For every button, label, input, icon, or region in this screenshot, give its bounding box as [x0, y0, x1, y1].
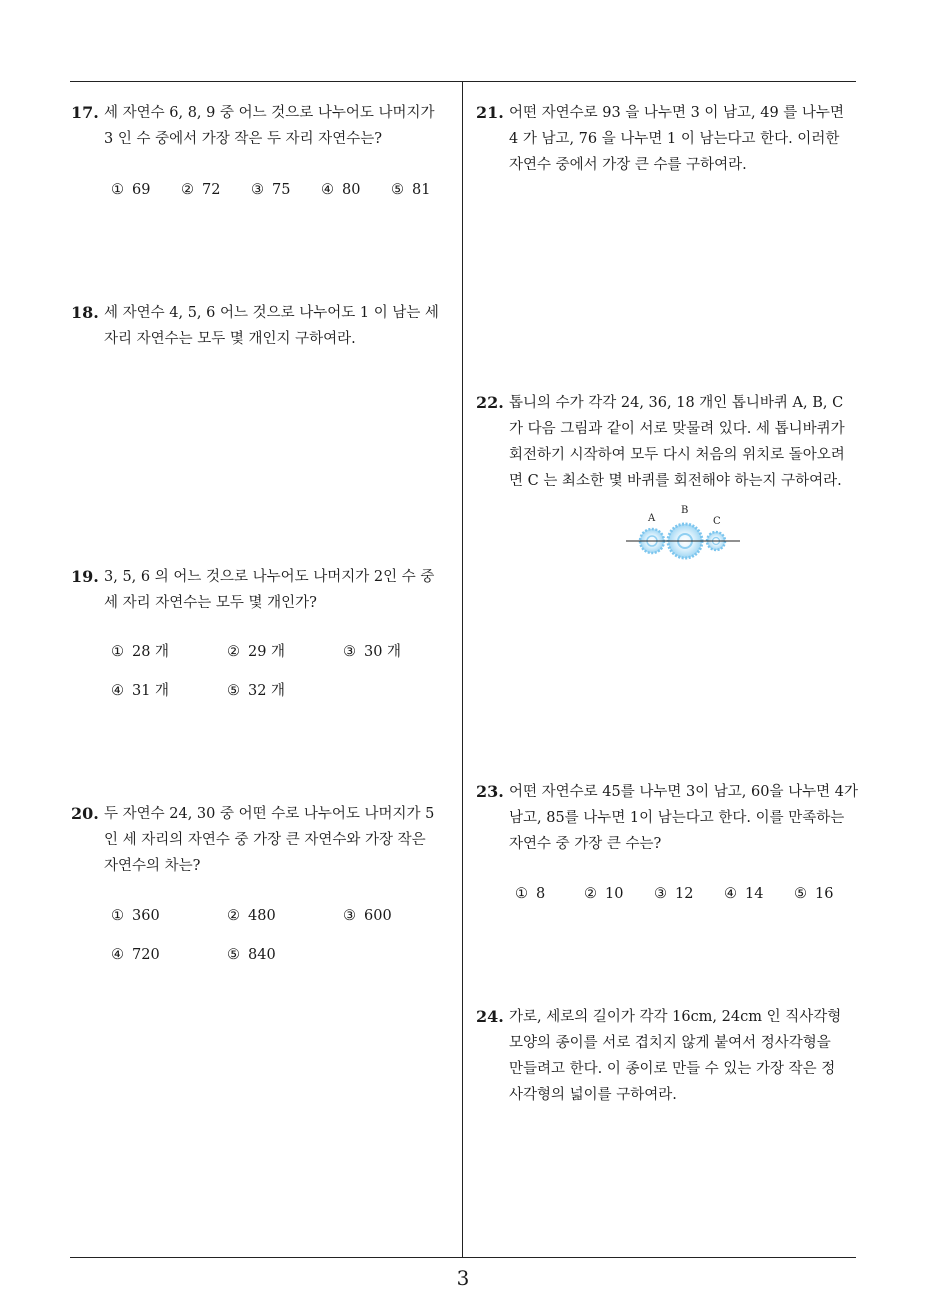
- choice-text: 10: [605, 886, 624, 902]
- choice-4[interactable]: [111, 945, 160, 965]
- choice-mark: ⑤: [794, 886, 807, 902]
- choice-mark: ①: [515, 886, 528, 902]
- choice-2[interactable]: [181, 180, 220, 200]
- choice-mark: ②: [227, 908, 240, 924]
- question-line: 자연수 중에서 가장 큰 수를 구하여라.: [509, 157, 747, 173]
- choice-text: 72: [202, 182, 221, 198]
- question-number: 23.: [476, 782, 504, 801]
- choice-text: 81: [412, 182, 431, 198]
- question-line: 자리 자연수는 모두 몇 개인지 구하여라.: [104, 331, 356, 347]
- choice-3[interactable]: [343, 642, 401, 662]
- choice-2[interactable]: [227, 906, 276, 926]
- choice-text: 840: [248, 947, 276, 963]
- choice-text: 8: [536, 886, 546, 902]
- choice-5[interactable]: [794, 884, 833, 904]
- choice-mark: ②: [584, 886, 597, 902]
- choice-mark: ③: [343, 644, 356, 660]
- choice-5[interactable]: [391, 180, 430, 200]
- question-line: 모양의 종이를 서로 겹치지 않게 붙여서 정사각형을: [509, 1035, 831, 1051]
- question-line: 세 자연수 4, 5, 6 어느 것으로 나누어도 1 이 남는 세: [104, 305, 439, 321]
- choice-5[interactable]: [227, 945, 276, 965]
- question-text: [104, 100, 456, 152]
- question-text: [509, 779, 859, 857]
- choice-4[interactable]: [724, 884, 763, 904]
- top-rule: [70, 81, 856, 82]
- question-text: [509, 390, 859, 494]
- choice-2[interactable]: [227, 642, 285, 662]
- choice-text: 75: [272, 182, 291, 198]
- question-number: 24.: [476, 1007, 504, 1026]
- question-line: 회전하기 시작하여 모두 다시 처음의 위치로 돌아오려: [509, 447, 845, 463]
- choice-text: 28 개: [132, 644, 170, 660]
- choice-3[interactable]: [343, 906, 392, 926]
- question-text: [509, 100, 859, 178]
- choice-text: 29 개: [248, 644, 286, 660]
- choice-text: 30 개: [364, 644, 402, 660]
- question-line: 3, 5, 6 의 어느 것으로 나누어도 나머지가 2인 수 중: [104, 569, 435, 585]
- question-text: [104, 564, 456, 616]
- choice-text: 14: [745, 886, 764, 902]
- choice-4[interactable]: [321, 180, 360, 200]
- choice-mark: ⑤: [227, 683, 240, 699]
- choice-text: 720: [132, 947, 160, 963]
- gear-label-a: A: [648, 513, 656, 524]
- choice-1[interactable]: [111, 180, 150, 200]
- question-line: 두 자연수 24, 30 중 어떤 수로 나누어도 나머지가 5: [104, 806, 435, 822]
- choice-text: 360: [132, 908, 160, 924]
- choice-mark: ④: [724, 886, 737, 902]
- page-number: 3: [456, 1266, 470, 1290]
- question-line: 사각형의 넓이를 구하여라.: [509, 1087, 677, 1103]
- question-line: 세 자리 자연수는 모두 몇 개인가?: [104, 595, 317, 611]
- choice-mark: ②: [181, 182, 194, 198]
- question-number: 21.: [476, 103, 504, 122]
- choice-mark: ④: [111, 683, 124, 699]
- question-number: 19.: [71, 567, 99, 586]
- choice-mark: ③: [654, 886, 667, 902]
- question-number: 22.: [476, 393, 504, 412]
- question-line: 4 가 남고, 76 을 나누면 1 이 남는다고 한다. 이러한: [509, 131, 840, 147]
- choice-1[interactable]: [111, 642, 169, 662]
- column-divider: [462, 82, 463, 1257]
- choice-1[interactable]: [515, 884, 545, 904]
- choice-mark: ③: [343, 908, 356, 924]
- choice-mark: ①: [111, 182, 124, 198]
- question-text: [104, 300, 456, 352]
- choice-mark: ⑤: [227, 947, 240, 963]
- choice-mark: ①: [111, 644, 124, 660]
- question-number: 18.: [71, 303, 99, 322]
- choice-mark: ④: [321, 182, 334, 198]
- choice-text: 600: [364, 908, 392, 924]
- choice-3[interactable]: [654, 884, 693, 904]
- choice-text: 16: [815, 886, 834, 902]
- choice-2[interactable]: [584, 884, 623, 904]
- question-line: 톱니의 수가 각각 24, 36, 18 개인 톱니바퀴 A, B, C: [509, 395, 844, 411]
- choice-mark: ③: [251, 182, 264, 198]
- question-line: 남고, 85를 나누면 1이 남는다고 한다. 이를 만족하는: [509, 810, 845, 826]
- choice-text: 32 개: [248, 683, 286, 699]
- question-number: 17.: [71, 103, 99, 122]
- question-line: 어떤 자연수로 93 을 나누면 3 이 남고, 49 를 나누면: [509, 105, 844, 121]
- choice-mark: ⑤: [391, 182, 404, 198]
- choice-1[interactable]: [111, 906, 160, 926]
- choice-5[interactable]: [227, 681, 285, 701]
- question-line: 가로, 세로의 길이가 각각 16cm, 24cm 인 직사각형: [509, 1009, 842, 1025]
- choice-text: 80: [342, 182, 361, 198]
- question-number: 20.: [71, 804, 99, 823]
- choice-text: 480: [248, 908, 276, 924]
- choice-4[interactable]: [111, 681, 169, 701]
- choice-text: 31 개: [132, 683, 170, 699]
- bottom-rule: [70, 1257, 856, 1258]
- question-line: 자연수의 차는?: [104, 858, 201, 874]
- choice-text: 69: [132, 182, 151, 198]
- choice-mark: ①: [111, 908, 124, 924]
- choice-3[interactable]: [251, 180, 290, 200]
- question-line: 만들려고 한다. 이 종이로 만들 수 있는 가장 작은 정: [509, 1061, 836, 1077]
- question-line: 가 다음 그림과 같이 서로 맞물려 있다. 세 톱니바퀴가: [509, 421, 845, 437]
- question-line: 자연수 중 가장 큰 수는?: [509, 836, 662, 852]
- question-line: 인 세 자리의 자연수 중 가장 큰 자연수와 가장 작은: [104, 832, 426, 848]
- choice-mark: ④: [111, 947, 124, 963]
- question-line: 면 C 는 최소한 몇 바퀴를 회전해야 하는지 구하여라.: [509, 473, 842, 489]
- question-line: 3 인 수 중에서 가장 작은 두 자리 자연수는?: [104, 131, 382, 147]
- question-line: 세 자연수 6, 8, 9 중 어느 것으로 나누어도 나머지가: [104, 105, 435, 121]
- gear-label-b: B: [681, 505, 689, 516]
- choice-text: 12: [675, 886, 694, 902]
- question-text: [104, 801, 456, 879]
- question-line: 어떤 자연수로 45를 나누면 3이 남고, 60을 나누면 4가: [509, 784, 858, 800]
- gear-label-c: C: [713, 516, 721, 527]
- question-text: [509, 1004, 859, 1108]
- choice-mark: ②: [227, 644, 240, 660]
- gears-figure: [620, 500, 750, 565]
